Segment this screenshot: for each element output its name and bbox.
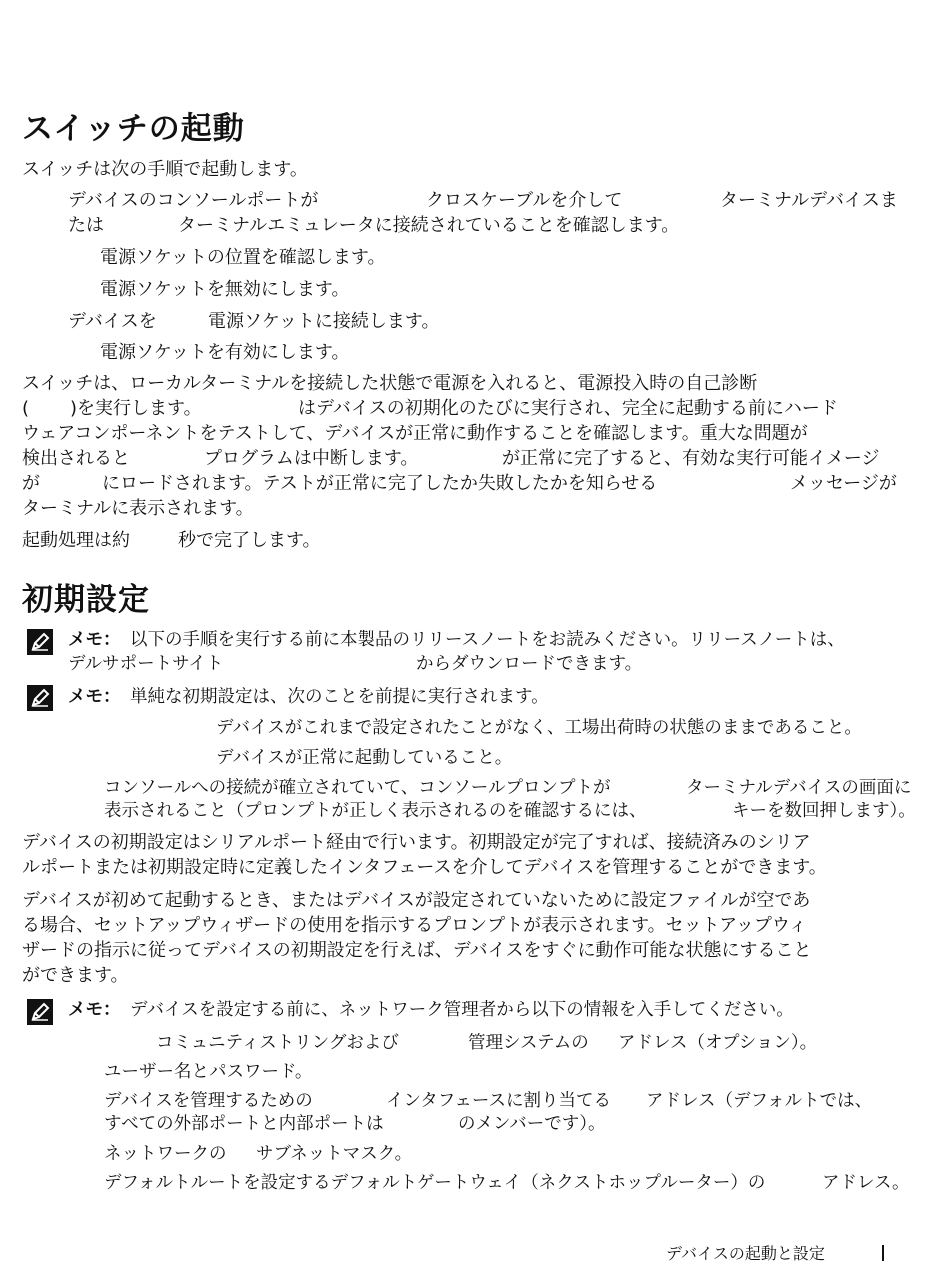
step2-b: 電源ソケットに接続します。 <box>208 311 440 332</box>
post-para-line6: ターミナルに表示されます。 <box>22 498 254 519</box>
note2-item1: デバイスがこれまで設定されたことがなく、工場出荷時の状態のままであること。 <box>216 718 862 738</box>
setup-para2-line4: ができます。 <box>22 965 129 986</box>
note2-text: 単純な初期設定は、次のことを前提に実行されます。 <box>130 687 549 707</box>
boot-time-a: 起動処理は約 <box>22 530 130 551</box>
post-para-line3: ウェアコンポーネントをテストして、デバイスが正常に動作することを確認します。重大な問題が <box>22 423 808 444</box>
post-para-line4-a: 検出されると <box>22 448 130 469</box>
note1-line2-b: からダウンロードできます。 <box>416 654 643 674</box>
post-para-line4-c: が正常に完了すると、有効な実行可能イメージ <box>502 448 880 469</box>
note3-item1-b: 管理システムの <box>468 1033 589 1053</box>
note2-item3-line2-a: 表示されること（プロンプトが正しく表示されるのを確認するには、 <box>104 801 647 821</box>
post-para-line2-a: ( <box>22 398 30 419</box>
step1-line1-c: ターミナルデバイスま <box>720 190 898 211</box>
note3-item4-b: サブネットマスク。 <box>256 1144 413 1164</box>
setup-para2-line3: ザードの指示に従ってデバイスの初期設定を行えば、デバイスをすぐに動作可能な状態にすること <box>22 940 812 961</box>
pencil-note-icon <box>27 999 53 1025</box>
note2-label: メモ： <box>68 687 121 707</box>
note2-item3-line1-a: コンソールへの接続が確立されていて、コンソールプロンプトが <box>104 778 611 798</box>
substep-enable-socket: 電源ソケットを有効にします。 <box>100 342 350 363</box>
substep-locate-socket: 電源ソケットの位置を確認します。 <box>100 247 386 268</box>
note3-item5-a: デフォルトルートを設定するデフォルトゲートウェイ（ネクストホップルーター）の <box>104 1173 766 1193</box>
note3-item1-c: アドレス（オプション）。 <box>618 1033 818 1053</box>
step1-line2-a: たは <box>68 215 104 236</box>
substep-disable-socket: 電源ソケットを無効にします。 <box>100 279 350 300</box>
post-para-line5-c: メッセージが <box>790 473 897 494</box>
pencil-note-icon <box>27 629 53 655</box>
post-para-line5-b: にロードされます。テストが正常に完了したか失敗したかを知らせる <box>102 473 658 494</box>
boot-time-b: 秒で完了します。 <box>178 530 321 551</box>
note1-label: メモ： <box>68 630 121 650</box>
setup-para1-line2: ルポートまたは初期設定時に定義したインタフェースを介してデバイスを管理することができます。 <box>22 857 827 878</box>
note3-text: デバイスを設定する前に、ネットワーク管理者から以下の情報を入手してください。 <box>130 1000 794 1020</box>
intro-text: スイッチは次の手順で起動します。 <box>22 159 308 180</box>
step2-a: デバイスを <box>68 311 157 332</box>
step1-line2-b: ターミナルエミュレータに接続されていることを確認します。 <box>178 215 680 236</box>
footer-divider <box>882 1245 884 1261</box>
note1-line2-a: デルサポートサイト <box>68 654 224 674</box>
note2-item2: デバイスが正常に起動していること。 <box>216 748 513 768</box>
note3-label: メモ： <box>68 1000 121 1020</box>
setup-para2-line1: デバイスが初めて起動するとき、またはデバイスが設定されていないために設定ファイルが空であ <box>22 890 811 911</box>
section-heading-startup: スイッチの起動 <box>22 111 245 147</box>
step1-line1-a: デバイスのコンソールポートが <box>68 190 319 211</box>
note2-item3-line2-b: キーを数回押します）。 <box>732 801 916 821</box>
post-para-line2-c: はデバイスの初期化のたびに実行され、完全に起動する前にハード <box>298 398 838 419</box>
setup-para2-line2: る場合、セットアップウィザードの使用を指示するプロンプトが表示されます。セットアップウィ <box>22 915 807 936</box>
post-para-line4-b: プログラムは中断します。 <box>204 448 419 469</box>
note3-item3-line2-a: すべての外部ポートと内部ポートは <box>104 1114 384 1134</box>
footer-section-title: デバイスの起動と設定 <box>666 1244 825 1263</box>
setup-para1-line1: デバイスの初期設定はシリアルポート経由で行います。初期設定が完了すれば、接続済みのシリア <box>22 832 811 853</box>
post-para-line1: スイッチは、ローカルターミナルを接続した状態で電源を入れると、電源投入時の自己診断 <box>22 373 758 394</box>
pencil-note-icon <box>27 685 53 711</box>
note3-item4-a: ネットワークの <box>104 1144 227 1164</box>
note3-item3-line1-c: アドレス（デフォルトでは、 <box>646 1091 873 1111</box>
section-heading-initial-setup: 初期設定 <box>22 582 150 618</box>
note1-line1: 以下の手順を実行する前に本製品のリリースノートをお読みください。リリースノートは、 <box>130 630 845 650</box>
step1-line1-b: クロスケーブルを介して <box>426 190 623 211</box>
note3-item1-a: コミュニティストリングおよび <box>156 1033 399 1053</box>
note3-item5-b: アドレス。 <box>822 1173 910 1193</box>
post-para-line5-a: が <box>22 473 40 494</box>
note3-item2: ユーザー名とパスワード。 <box>104 1062 313 1082</box>
note3-item3-line2-b: のメンバーです）。 <box>458 1114 606 1134</box>
note3-item3-line1-b: インタフェースに割り当てる <box>386 1091 612 1111</box>
post-para-line2-b: )を実行します。 <box>70 398 202 419</box>
note2-item3-line1-b: ターミナルデバイスの画面に <box>686 778 912 798</box>
note3-item3-line1-a: デバイスを管理するための <box>104 1091 313 1111</box>
